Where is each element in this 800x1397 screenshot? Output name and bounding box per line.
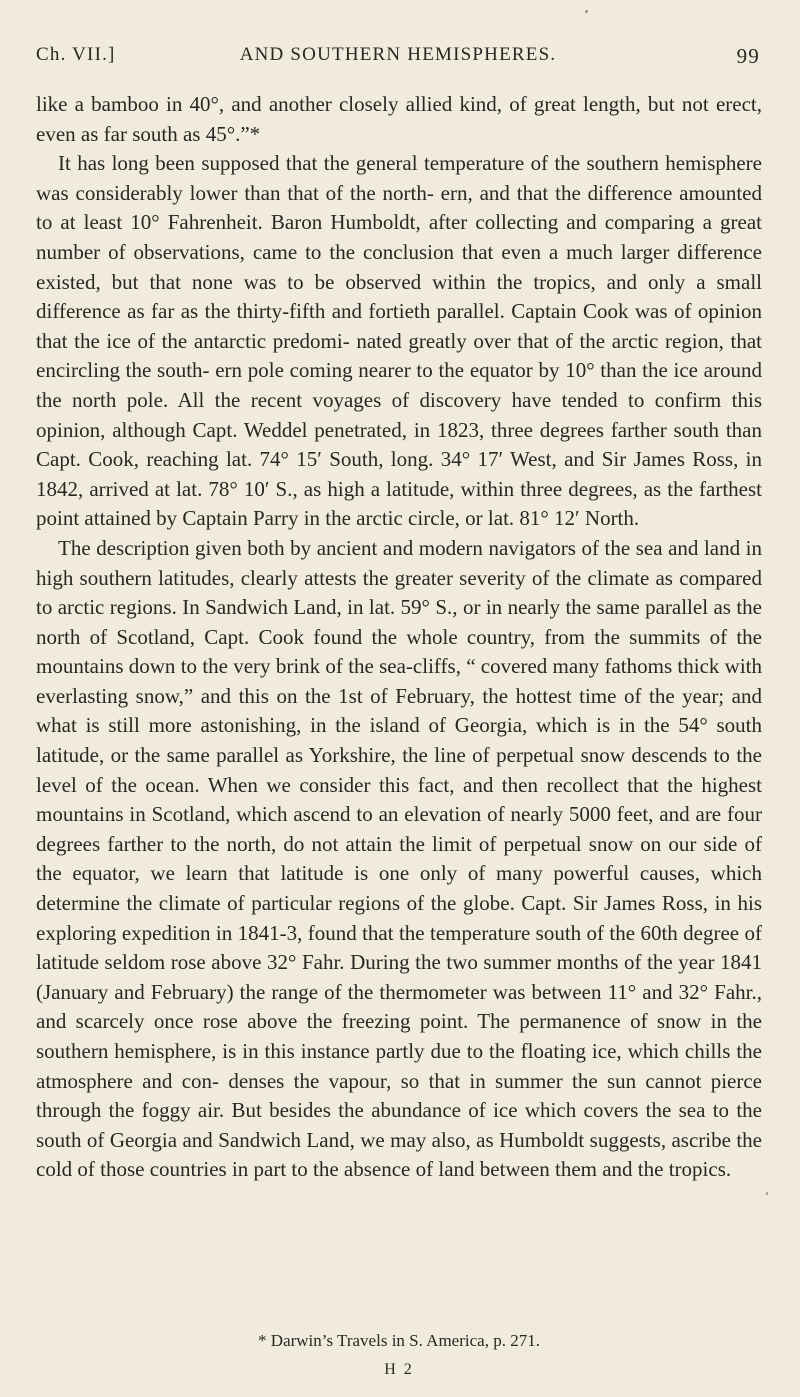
body-text bbox=[36, 90, 762, 1185]
paragraph-southern-climate: The description given both by ancient and modern navigators of the sea and land in high southern latitudes, clearly attests the greater severity of the climate as compared to arctic regions. In Sandwich Land, in lat. 59° S., or in nearly the same parallel as the north of Scotland, Capt. Cook found the whole country, from the summits of the mountains down to the very brink of the sea-cliffs, “ covered many fathoms thick with everlasting snow,” and this on the 1st of February, the hottest time of the year; and what is still more astonishing, in the island of Georgia, which is in the 54° south latitude, or the same parallel as Yorkshire, the line of perpetual snow descends to the level of the ocean. When we consider this fact, and then recollect that the highest mountains in Scotland, which ascend to an elevation of nearly 5000 feet, and are four degrees farther to the north, do not attain the limit of perpetual snow on our side of the equator, we learn that latitude is one only of many powerful causes, which determine the climate of particular regions of the globe. Capt. Sir James Ross, in his exploring expedition in 1841-3, found that the temperature south of the 60th degree of latitude seldom rose above 32° Fahr. During the two summer months of the year 1841 (January and February) the range of the thermometer was between 11° and 32° Fahr., and scarcely once rose above the freezing point. The permanence of snow in the southern hemisphere, is in this instance partly due to the floating ice, which chills the atmosphere and con- denses the vapour, so that in summer the sun cannot pierce through the foggy air. But besides the abundance of ice which covers the sea to the south of Georgia and Sandwich Land, we may also, as Humboldt suggests, ascribe the cold of those countries in part to the absence of land between them and the tropics. bbox=[36, 535, 762, 1182]
running-title: AND SOUTHERN HEMISPHERES. bbox=[239, 44, 557, 65]
paragraph-southern-temperature: It has long been supposed that the general temperature of the southern hemisphere was considerably lower than that of the north- ern, and that the difference amounted to at least 10° Fahrenheit. Baron Humboldt, after collecting and comparing a great number of observations, came to the conclusion that even a much larger difference existed, but that none was to be observed within the tropics, and only a small difference as far as the thirty-fifth and fortieth parallel. Captain Cook was of opinion that the ice of the antarctic predomi- nated greatly over that of the arctic region, that encircling the south- ern pole coming nearer to the equator by 10° than the ice around the north pole. All the recent voyages of discovery have tended to confirm this opinion, although Capt. Weddel penetrated, in 1823, three degrees farther south than Capt. Cook, reaching lat. 74° 15′ South, long. 34° 17′ West, and Sir James Ross, in 1842, arrived at lat. 78° 10′ S., as high a latitude, within three degrees, as the farthest point attained by Captain Parry in the arctic circle, or lat. 81° 12′ North. bbox=[36, 151, 762, 531]
chapter-label: Ch. VII.] bbox=[36, 44, 116, 65]
page-number: 99 bbox=[736, 44, 760, 68]
footnote: * Darwin’s Travels in S. America, p. 271. bbox=[258, 1331, 540, 1350]
running-head bbox=[36, 44, 760, 74]
paper-speck bbox=[766, 1192, 768, 1195]
paper-speck bbox=[585, 10, 588, 13]
paragraph-continuation: like a bamboo in 40°, and another closely allied kind, of great length, but not erect, even as far south as 45°.”* bbox=[36, 92, 762, 146]
signature-mark: H 2 bbox=[384, 1361, 414, 1378]
